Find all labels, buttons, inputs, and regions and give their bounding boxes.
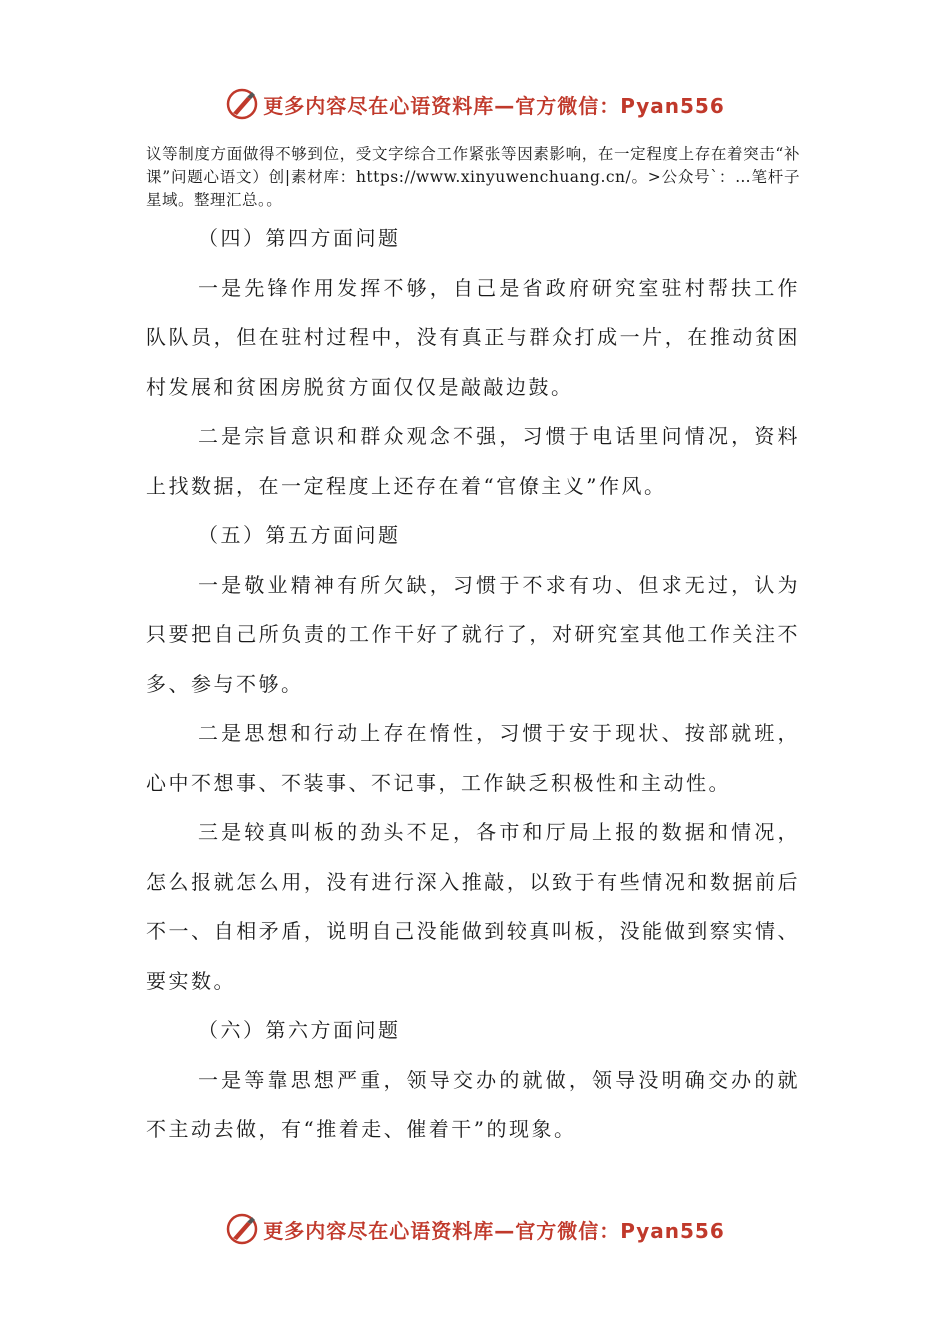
paragraph: 一是敬业精神有所欠缺，习惯于不求有功、但求无过，认为只要把自己所负责的工作干好了就行了，对研究室其他工作关注不多、参与不够。 xyxy=(146,572,800,696)
paragraph: 二是宗旨意识和群众观念不强，习惯于电话里问情况，资料上找数据，在一定程度上还存在着“官僚主义”作风。 xyxy=(146,424,800,498)
pen-circle-logo-icon xyxy=(225,1212,259,1246)
banner-text: 更多内容尽在心语资料库—官方微信：Pyan556 xyxy=(263,1218,725,1243)
header-banner xyxy=(0,84,950,124)
section-heading: （五）第五方面问题 xyxy=(198,523,401,547)
paragraph: 一是等靠思想严重，领导交办的就做，领导没明确交办的就不主动去做，有“推着走、催着干”的现象。 xyxy=(146,1067,800,1141)
pen-circle-logo-icon xyxy=(225,87,259,121)
section-heading: （四）第四方面问题 xyxy=(198,226,401,250)
paragraph: 二是思想和行动上存在惰性，习惯于安于现状、按部就班，心中不想事、不装事、不记事，工作缺乏积极性和主动性。 xyxy=(146,721,800,795)
intro-paragraph: 议等制度方面做得不够到位，受文字综合工作紧张等因素影响，在一定程度上存在着突击“补课”问题心语文）创|素材库：https://www.xinyuwenchuang.cn/。>公众号`：…笔杆子星域。整理汇总。。 xyxy=(146,145,800,209)
section-heading: （六）第六方面问题 xyxy=(198,1018,401,1042)
document-body xyxy=(146,143,800,1155)
paragraph: 三是较真叫板的劲头不足，各市和厅局上报的数据和情况，怎么报就怎么用，没有进行深入推敲，以致于有些情况和数据前后不一、自相矛盾，说明自己没能做到较真叫板，没能做到察实情、要实数。 xyxy=(146,820,800,993)
paragraph: 一是先锋作用发挥不够，自己是省政府研究室驻村帮扶工作队队员，但在驻村过程中，没有真正与群众打成一片，在推动贫困村发展和贫困房脱贫方面仅仅是敲敲边鼓。 xyxy=(146,275,800,399)
footer-banner xyxy=(0,1209,950,1249)
banner-text: 更多内容尽在心语资料库—官方微信：Pyan556 xyxy=(263,93,725,118)
